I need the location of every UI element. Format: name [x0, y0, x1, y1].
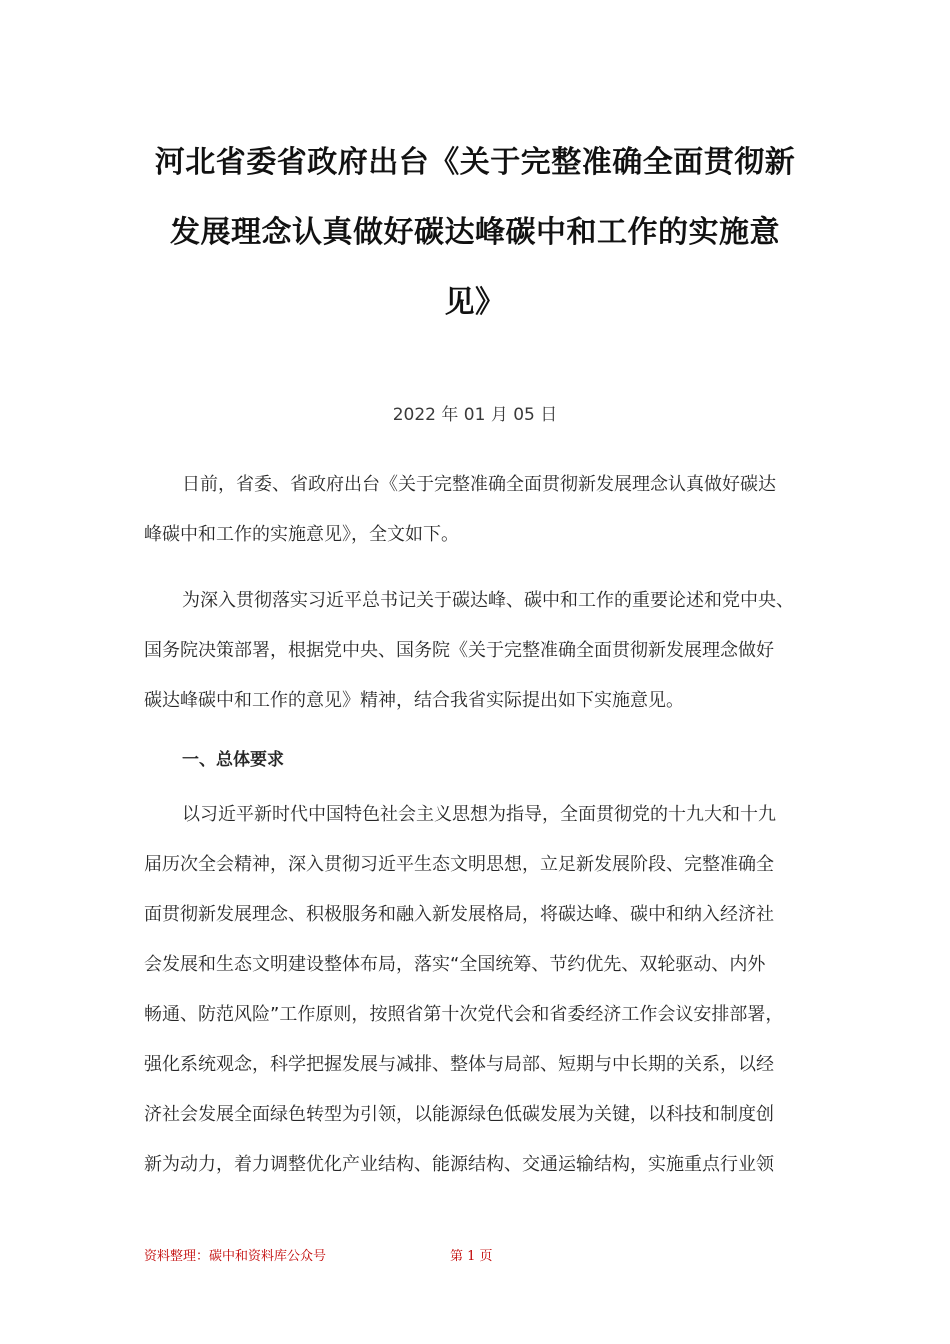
- title-line: 发展理念认真做好碳达峰碳中和工作的实施意: [170, 215, 780, 250]
- footer-source: 资料整理：碳中和资料库公众号: [144, 1249, 327, 1264]
- publish-date: 2022 年 01 月 05 日: [392, 405, 558, 425]
- paragraph-line: 以习近平新时代中国特色社会主义思想为指导，全面贯彻党的十九大和十九: [182, 804, 776, 825]
- paragraph-line: 会发展和生态文明建设整体布局，落实“全国统筹、节约优先、双轮驱动、内外: [144, 954, 766, 975]
- paragraph-line: 国务院决策部署，根据党中央、国务院《关于完整准确全面贯彻新发展理念做好: [144, 640, 774, 661]
- paragraph-line: 为深入贯彻落实习近平总书记关于碳达峰、碳中和工作的重要论述和党中央、: [182, 590, 794, 611]
- paragraph-general-requirements: [144, 790, 814, 1190]
- paragraph-line: 峰碳中和工作的实施意见》，全文如下。: [144, 524, 459, 545]
- paragraph-line: 碳达峰碳中和工作的意见》精神，结合我省实际提出如下实施意见。: [144, 690, 684, 711]
- paragraph-line: 济社会发展全面绿色转型为引领，以能源绿色低碳发展为关键，以科技和制度创: [144, 1104, 774, 1125]
- paragraph-intro: [144, 460, 814, 560]
- title-line: 河北省委省政府出台《关于完整准确全面贯彻新: [154, 145, 796, 180]
- paragraph-line: 日前，省委、省政府出台《关于完整准确全面贯彻新发展理念认真做好碳达: [182, 474, 776, 495]
- document-title: [140, 128, 810, 338]
- paragraph-line: 届历次全会精神，深入贯彻习近平生态文明思想，立足新发展阶段、完整准确全: [144, 854, 774, 875]
- paragraph-line: 新为动力，着力调整优化产业结构、能源结构、交通运输结构，实施重点行业领: [144, 1154, 774, 1175]
- footer-page-number: 第 1 页: [450, 1249, 493, 1264]
- paragraph-line: 畅通、防范风险”工作原则，按照省第十次党代会和省委经济工作会议安排部署，: [144, 1004, 784, 1025]
- paragraph-purpose: [144, 576, 814, 726]
- section-heading: 一、总体要求: [182, 750, 284, 770]
- title-line: 见》: [444, 285, 506, 320]
- paragraph-line: 强化系统观念，科学把握发展与减排、整体与局部、短期与中长期的关系，以经: [144, 1054, 774, 1075]
- paragraph-line: 面贯彻新发展理念、积极服务和融入新发展格局，将碳达峰、碳中和纳入经济社: [144, 904, 774, 925]
